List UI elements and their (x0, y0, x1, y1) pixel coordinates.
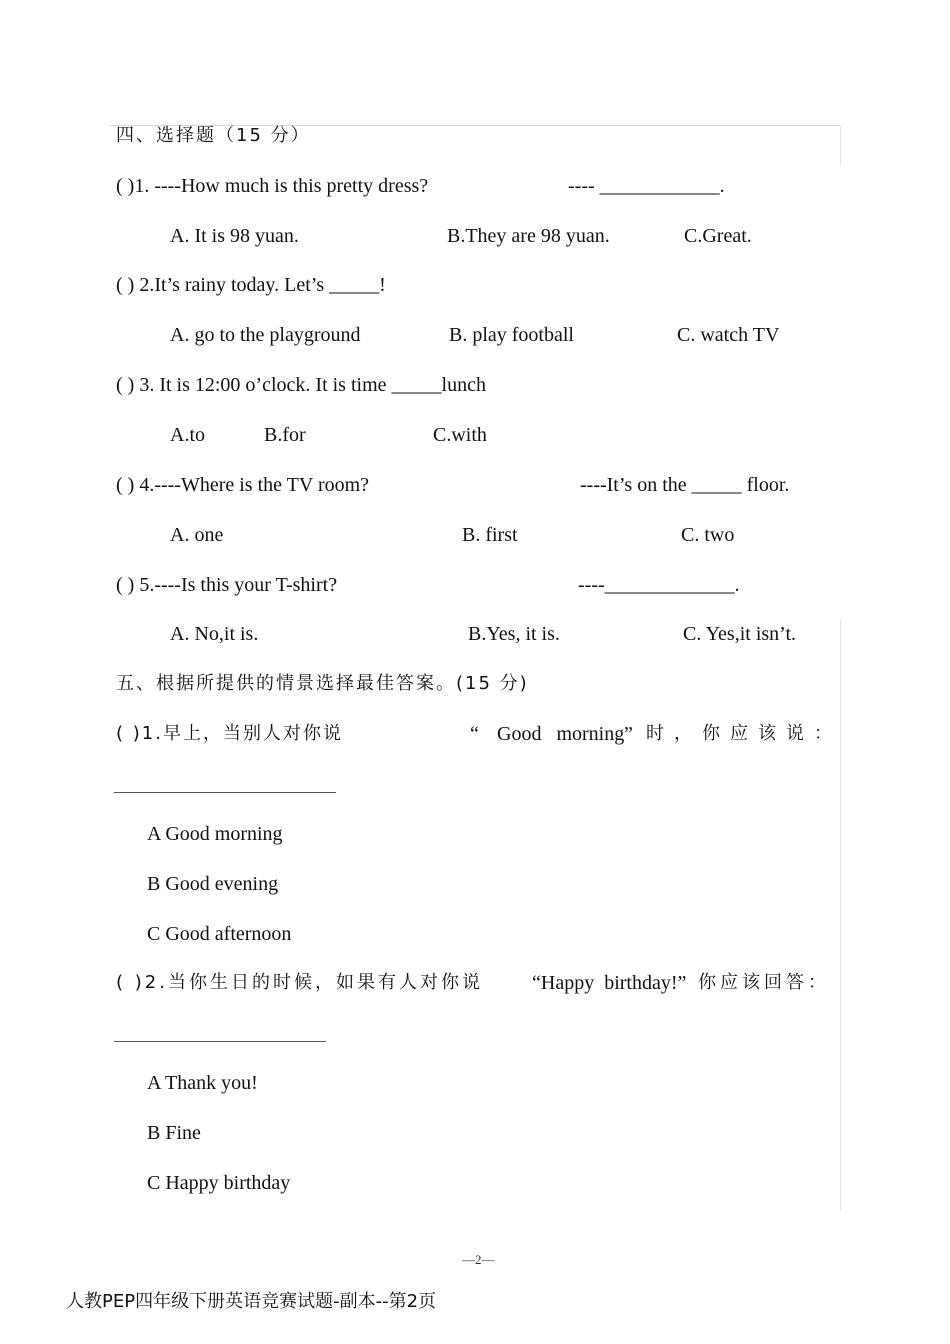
s5-q2-option-c: C Happy birthday (147, 1172, 291, 1194)
q3-stem: ( ) 3. It is 12:00 o’clock. It is time _____lunch (116, 374, 486, 396)
q1-option-a: A. It is 98 yuan. (170, 225, 299, 247)
s5-q2-option-b: B Fine (147, 1122, 201, 1144)
s5-q1-quote-text: Good morning (497, 723, 625, 745)
right-rule-top (840, 125, 841, 165)
q5-option-b: B.Yes, it is. (468, 623, 560, 645)
q5-answer-prompt: ----_____________. (578, 574, 740, 596)
s5-q1-quote-open: “ (470, 723, 479, 745)
s5-q1-stem-right: 时，你应该说： (646, 723, 842, 744)
s5-q2-stem-left: ( )2.当你生日的时候，如果有人对你说 (116, 972, 483, 993)
section4-title: 四、选择题（15 分） (116, 125, 311, 146)
q2-option-a: A. go to the playground (170, 324, 361, 346)
section5-title: 五、根据所提供的情景选择最佳答案。(15 分) (116, 673, 529, 694)
q2-stem: ( ) 2.It’s rainy today. Let’s _____! (116, 274, 386, 296)
q3-option-b: B.for (264, 424, 306, 446)
q2-option-c: C. watch TV (677, 324, 780, 346)
q4-option-b: B. first (462, 524, 518, 546)
q1-answer-prompt: ---- ____________. (568, 175, 725, 197)
q4-option-c: C. two (681, 524, 735, 546)
q5-option-c: C. Yes,it isn’t. (683, 623, 797, 645)
q3-option-c: C.with (433, 424, 487, 446)
s5-q2-answer-blank (114, 1041, 326, 1042)
q4-answer-prompt: ----It’s on the _____ floor. (580, 474, 790, 496)
q2-option-b: B. play football (449, 324, 574, 346)
q4-option-a: A. one (170, 524, 224, 546)
q1-stem: ( )1. ----How much is this pretty dress? (116, 175, 429, 197)
q4-stem: ( ) 4.----Where is the TV room? (116, 474, 370, 496)
s5-q2-quote-text: “Happy birthday!” (532, 972, 687, 994)
q5-stem: ( ) 5.----Is this your T-shirt? (116, 574, 338, 596)
document-footer: 人教PEP四年级下册英语竞赛试题-副本--第2页 (66, 1291, 437, 1312)
s5-q1-option-a: A Good morning (147, 823, 283, 845)
s5-q1-stem-left: ( )1.早上，当别人对你说 (116, 723, 343, 744)
q3-option-a: A.to (170, 424, 205, 446)
q5-option-a: A. No,it is. (170, 623, 259, 645)
q1-option-b: B.They are 98 yuan. (447, 225, 610, 247)
s5-q1-option-c: C Good afternoon (147, 923, 292, 945)
s5-q1-option-b: B Good evening (147, 873, 279, 895)
s5-q1-quote-close: ” (624, 723, 633, 745)
right-rule-bottom (840, 620, 841, 1210)
s5-q2-option-a: A Thank you! (147, 1072, 258, 1094)
s5-q2-stem-right: 你应该回答： (698, 972, 830, 993)
page-number: —2— (462, 1252, 495, 1267)
s5-q1-answer-blank (114, 792, 336, 793)
q1-option-c: C.Great. (684, 225, 752, 247)
